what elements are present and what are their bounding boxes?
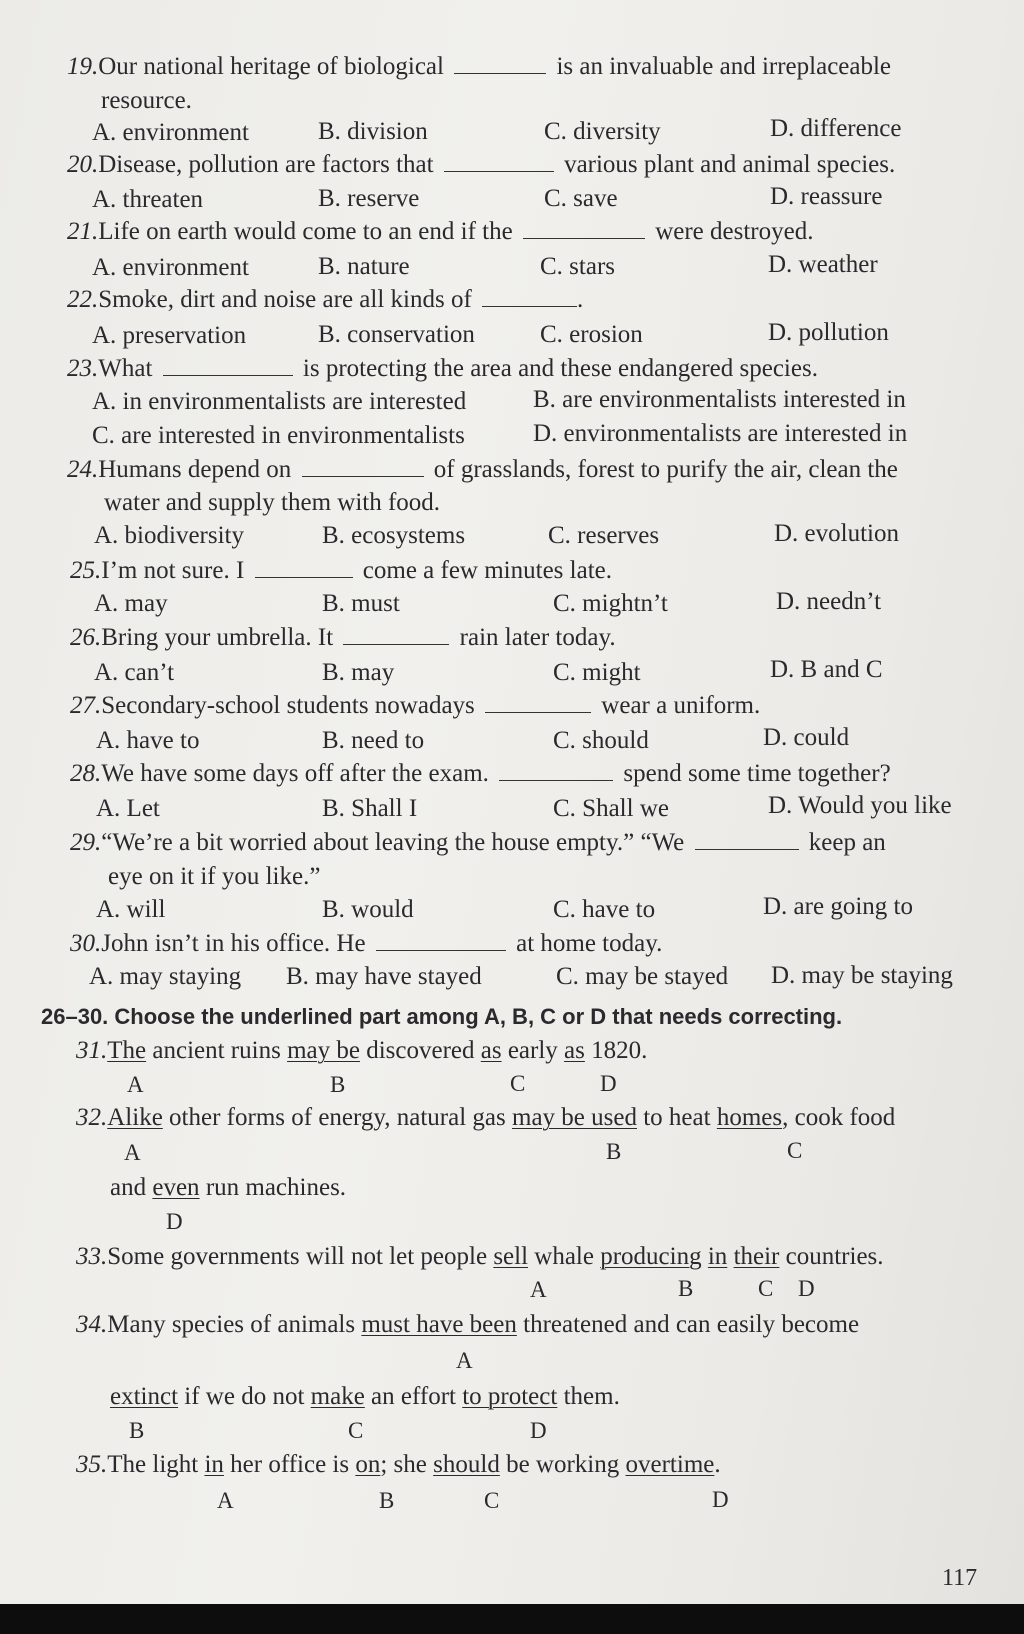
option-a: A. may <box>94 590 168 617</box>
option-b: B. ecosystems <box>322 522 466 549</box>
option-a: A. preservation <box>92 322 247 349</box>
part-label-c: C <box>348 1418 364 1443</box>
question-32: 32.Alike other forms of energy, natural gas may be used to heat homes, cook food <box>76 1104 896 1131</box>
option-a: A. environment <box>92 254 249 281</box>
part-label-d: D <box>530 1418 547 1443</box>
option-c: C. may be stayed <box>556 963 729 990</box>
question-21: 21.Life on earth would come to an end if the were destroyed. <box>67 218 814 245</box>
question-28: 28.We have some days off after the exam. spend some time together? <box>70 760 891 787</box>
option-c: C. save <box>544 185 618 212</box>
option-c: C. reserves <box>548 522 660 549</box>
part-label-d: D <box>166 1209 183 1234</box>
question-26: 26.Bring your umbrella. It rain later today. <box>70 624 616 651</box>
answer-blank <box>482 289 577 308</box>
option-d: D. could <box>763 724 850 751</box>
option-c: C. erosion <box>540 321 643 348</box>
question-24-continuation: water and supply them with food. <box>104 489 441 516</box>
option-b: B. must <box>322 590 400 617</box>
option-b: B. would <box>322 896 414 923</box>
option-d: D. are going to <box>763 893 913 920</box>
option-b: B. may have stayed <box>286 963 482 990</box>
option-b: B. reserve <box>318 185 420 212</box>
option-c: C. stars <box>540 253 615 280</box>
question-19: 19.Our national heritage of biological is an invaluable and irreplaceable <box>67 53 892 80</box>
part-label-a: A <box>127 1072 144 1097</box>
question-34: 34.Many species of animals must have been threatened and can easily become <box>76 1311 860 1338</box>
question-19-continuation: resource. <box>101 87 192 114</box>
option-c: C. are interested in environmentalists <box>92 422 465 449</box>
option-a: A. environment <box>92 119 249 146</box>
option-d: D. Would you like <box>768 792 952 819</box>
option-d: D. B and C <box>770 656 883 683</box>
answer-blank <box>695 832 799 851</box>
option-a: A. in environmentalists are interested <box>92 388 467 415</box>
option-a: A. Let <box>96 795 160 822</box>
option-a: A. can’t <box>94 659 175 686</box>
question-22: 22.Smoke, dirt and noise are all kinds of . <box>67 286 584 313</box>
answer-blank <box>376 933 506 952</box>
question-29: 29.“We’re a bit worried about leaving the house empty.” “We keep an <box>70 829 886 856</box>
option-d: D. may be staying <box>771 962 953 989</box>
page-number: 117 <box>942 1565 978 1591</box>
option-a: A. biodiversity <box>94 522 244 549</box>
answer-blank <box>523 221 645 240</box>
part-label-b: B <box>129 1418 145 1443</box>
option-d: D. environmentalists are interested in <box>533 420 908 447</box>
part-label-b: B <box>606 1139 622 1164</box>
option-b: B. nature <box>318 253 410 280</box>
option-c: C. Shall we <box>553 795 669 822</box>
option-c: C. have to <box>553 896 656 923</box>
question-20: 20.Disease, pollution are factors that various plant and animal species. <box>67 151 896 178</box>
answer-blank <box>444 154 554 173</box>
part-label-c: C <box>484 1488 500 1513</box>
part-label-d: D <box>712 1487 729 1512</box>
option-b: B. may <box>322 659 395 686</box>
option-d: D. difference <box>770 115 902 142</box>
option-d: D. reassure <box>770 183 883 210</box>
question-33: 33.Some governments will not let people sell whale producing in their countries. <box>76 1243 884 1270</box>
part-label-b: B <box>379 1488 395 1513</box>
option-a: A. have to <box>96 727 200 754</box>
section-header: 26–30. Choose the underlined part among A, B, C or D that needs correcting. <box>41 1004 843 1029</box>
part-label-a: A <box>217 1488 234 1513</box>
answer-blank <box>255 560 353 579</box>
question-27: 27.Secondary-school students nowadays wear a uniform. <box>70 692 761 719</box>
option-c: C. mightn’t <box>553 590 668 617</box>
question-32-continuation: and even run machines. <box>110 1174 347 1201</box>
answer-blank <box>499 763 613 782</box>
question-23: 23.What is protecting the area and these endangered species. <box>67 355 818 382</box>
option-a: A. may staying <box>89 963 242 990</box>
option-b: B. Shall I <box>322 795 418 822</box>
option-b: B. division <box>318 118 428 145</box>
option-a: A. will <box>96 896 166 923</box>
question-25: 25.I’m not sure. I come a few minutes late. <box>70 557 612 584</box>
answer-blank <box>302 459 424 478</box>
option-b: B. are environmentalists interested in <box>533 386 906 413</box>
question-35: 35.The light in her office is on; she should be working overtime. <box>76 1451 721 1478</box>
question-29-continuation: eye on it if you like.” <box>108 863 321 890</box>
option-d: D. evolution <box>774 520 899 547</box>
option-d: D. weather <box>768 251 878 278</box>
option-c: C. might <box>553 659 641 686</box>
answer-blank <box>343 627 449 646</box>
part-label-a: A <box>456 1348 473 1373</box>
part-label-a: A <box>124 1140 141 1165</box>
question-34-continuation: extinct if we do not make an effort to protect them. <box>110 1383 620 1410</box>
option-c: C. diversity <box>544 118 661 145</box>
part-label-d: D <box>798 1276 815 1301</box>
option-c: C. should <box>553 727 649 754</box>
part-label-c: C <box>787 1138 803 1163</box>
part-label-b: B <box>330 1072 346 1097</box>
option-d: D. needn’t <box>776 588 882 615</box>
bottom-edge-shadow <box>0 1604 1024 1634</box>
answer-blank <box>454 56 546 75</box>
question-31: 31.The ancient ruins may be discovered as early as 1820. <box>76 1037 648 1064</box>
answer-blank <box>485 695 591 714</box>
part-label-d: D <box>600 1071 617 1096</box>
option-b: B. conservation <box>318 321 475 348</box>
question-30: 30.John isn’t in his office. He at home today. <box>70 930 663 957</box>
part-label-c: C <box>758 1276 774 1301</box>
option-a: A. threaten <box>92 186 204 213</box>
question-24: 24.Humans depend on of grasslands, forest to purify the air, clean the <box>67 456 898 483</box>
part-label-b: B <box>678 1276 694 1301</box>
option-d: D. pollution <box>768 319 889 346</box>
part-label-c: C <box>510 1071 526 1096</box>
answer-blank <box>163 358 293 377</box>
part-label-a: A <box>530 1277 547 1302</box>
option-b: B. need to <box>322 727 425 754</box>
